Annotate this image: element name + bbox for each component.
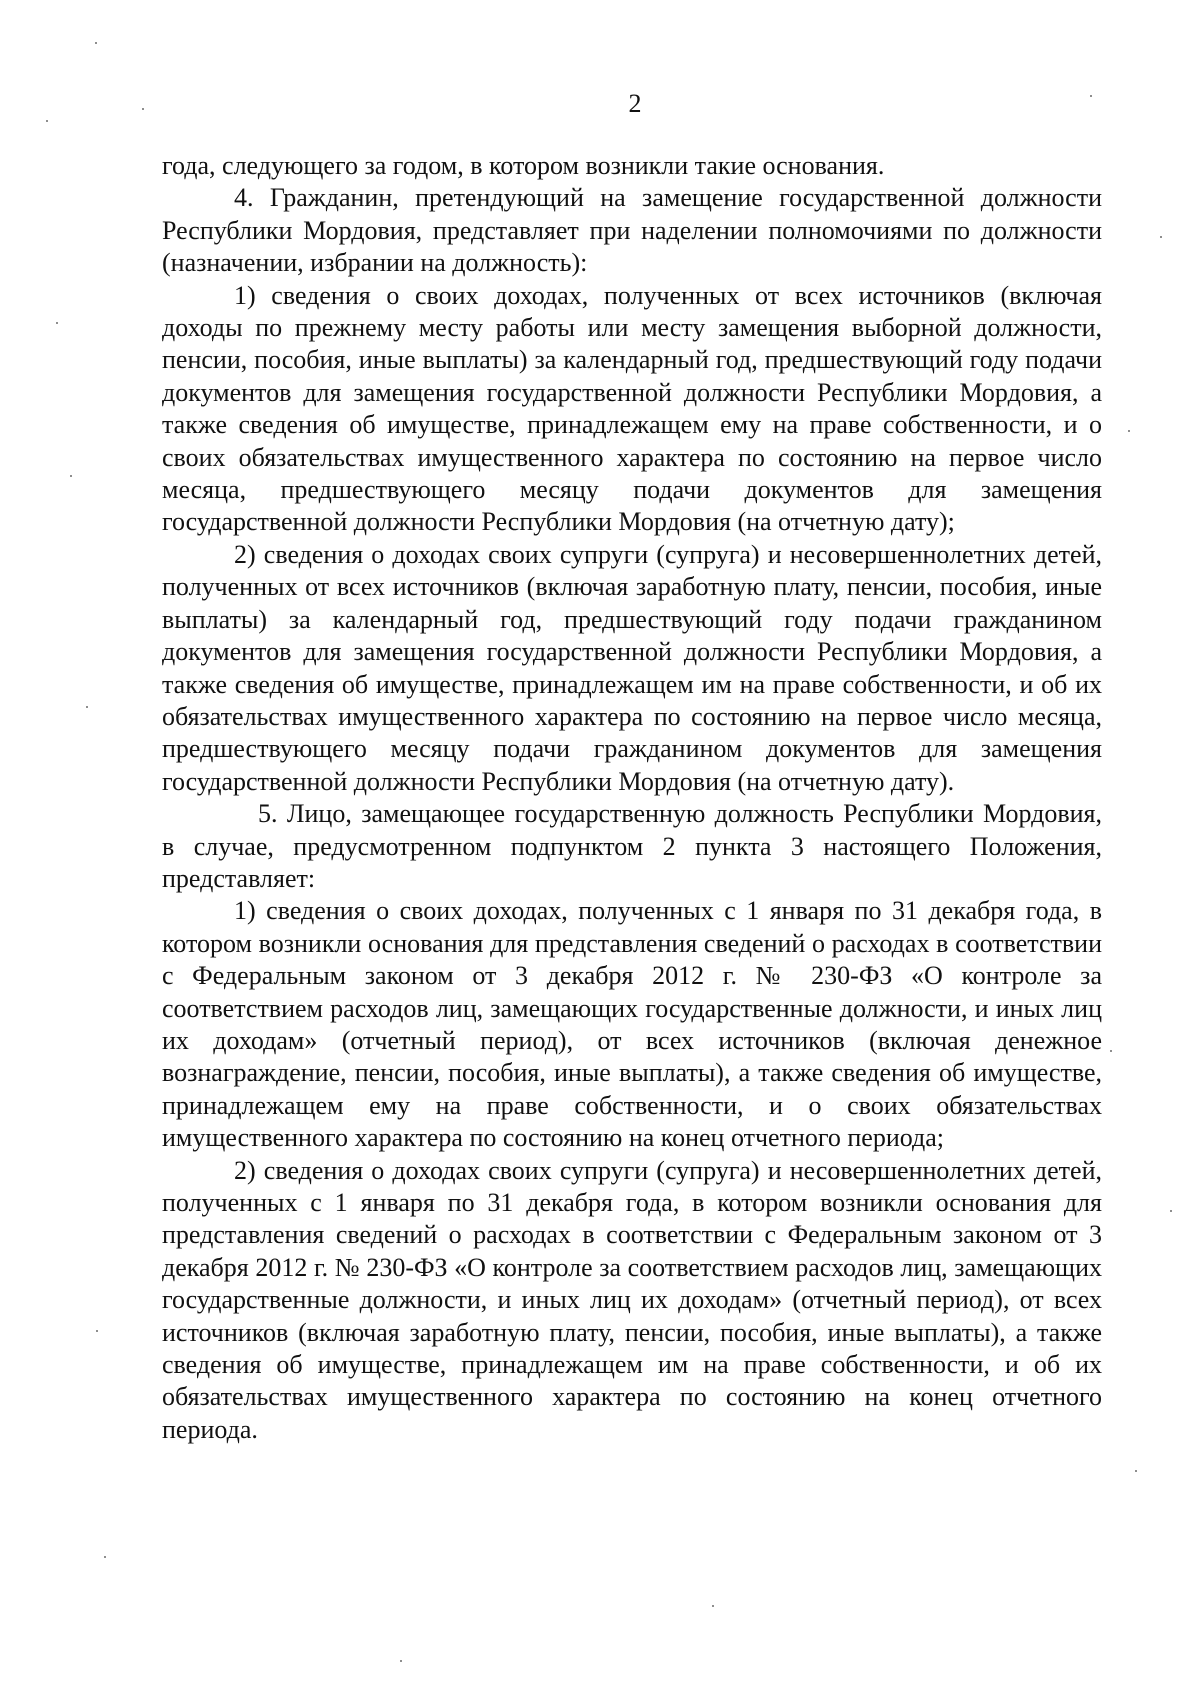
scan-speck bbox=[70, 475, 72, 477]
document-body bbox=[162, 150, 1102, 1446]
scan-speck bbox=[96, 1330, 98, 1332]
scan-speck bbox=[104, 1556, 106, 1558]
paragraph-item-5: 5. Лицо, замещающее государственную должность Республики Мордовия, в случае, предусмотренном подпунктом 2 пункта 3 настоящего Положения, представляет: bbox=[162, 799, 1102, 893]
paragraph-item-5-2: 2) сведения о доходах своих супруги (супруга) и несовершеннолетних детей, полученных с 1 января по 31 декабря года, в котором возникли основания для представления сведений о расходах в соответствии с Федеральным законом от 3 декабря 2012 г. № 230-ФЗ «О контроле за соответствием расходов лиц, замещающих государственные должности, и иных лиц их доходам» (отчетный период), от всех источников (включая заработную плату, пенсии, пособия, иные выплаты), а также сведения об имуществе, принадлежащем им на праве собственности, и об их обязательствах имущественного характера по состоянию на конец отчетного периода. bbox=[162, 1155, 1102, 1444]
scan-speck bbox=[95, 42, 97, 44]
scan-speck bbox=[86, 706, 88, 708]
paragraph-item-4-1: 1) сведения о своих доходах, полученных от всех источников (включая доходы по прежнему месту работы или месту замещения выборной должности, пенсии, пособия, иные выплаты) за календарный год, предшествующий году подачи документов для замещения государственной должности Республики Мордовия, а также сведения об имуществе, принадлежащем ему на праве собственности, и о своих обязательствах имущественного характера по состоянию на первое число месяца, предшествующего месяцу подачи документов для замещения государственной должности Республики Мордовия (на отчетную дату); bbox=[162, 280, 1102, 537]
scan-speck bbox=[1090, 95, 1092, 97]
scan-speck bbox=[1110, 1050, 1112, 1052]
paragraph-continuation: года, следующего за годом, в котором возникли такие основания. bbox=[162, 151, 885, 180]
scan-speck bbox=[1128, 430, 1130, 432]
page-number: 2 bbox=[628, 89, 642, 118]
scan-speck bbox=[712, 1605, 714, 1607]
scan-speck bbox=[46, 120, 48, 122]
paragraph-item-5-1: 1) сведения о своих доходах, полученных с 1 января по 31 декабря года, в котором возникли основания для представления сведений о расходах в соответствии с Федеральным законом от 3 декабря 2012 г. № 230-ФЗ «О контроле за соответствием расходов лиц, замещающих государственные должности, и иных лиц их доходам» (отчетный период), от всех источников (включая денежное вознаграждение, пенсии, пособия, иные выплаты), а также сведения об имуществе, принадлежащем ему на праве собственности, и о своих обязательствах имущественного характера по состоянию на конец отчетного периода; bbox=[162, 896, 1102, 1153]
paragraph-item-4-2: 2) сведения о доходах своих супруги (супруга) и несовершеннолетних детей, полученных от всех источников (включая заработную плату, пенсии, пособия, иные выплаты) за календарный год, предшествующий году подачи гражданином документов для замещения государственной должности Республики Мордовия, а также сведения об имуществе, принадлежащем им на праве собственности, и об их обязательствах имущественного характера по состоянию на первое число месяца, предшествующего месяцу подачи гражданином документов для замещения государственной должности Республики Мордовия (на отчетную дату). bbox=[162, 539, 1102, 796]
scan-speck bbox=[142, 108, 144, 110]
scan-speck bbox=[1170, 1210, 1172, 1212]
scan-speck bbox=[1135, 1470, 1137, 1472]
scan-speck bbox=[1160, 236, 1162, 238]
scan-speck bbox=[56, 322, 58, 324]
scan-speck bbox=[400, 1660, 402, 1662]
paragraph-item-4: 4. Гражданин, претендующий на замещение государственной должности Республики Мордовия, представляет при наделении полномочиями по должности (назначении, избрании на должность): bbox=[162, 183, 1102, 278]
